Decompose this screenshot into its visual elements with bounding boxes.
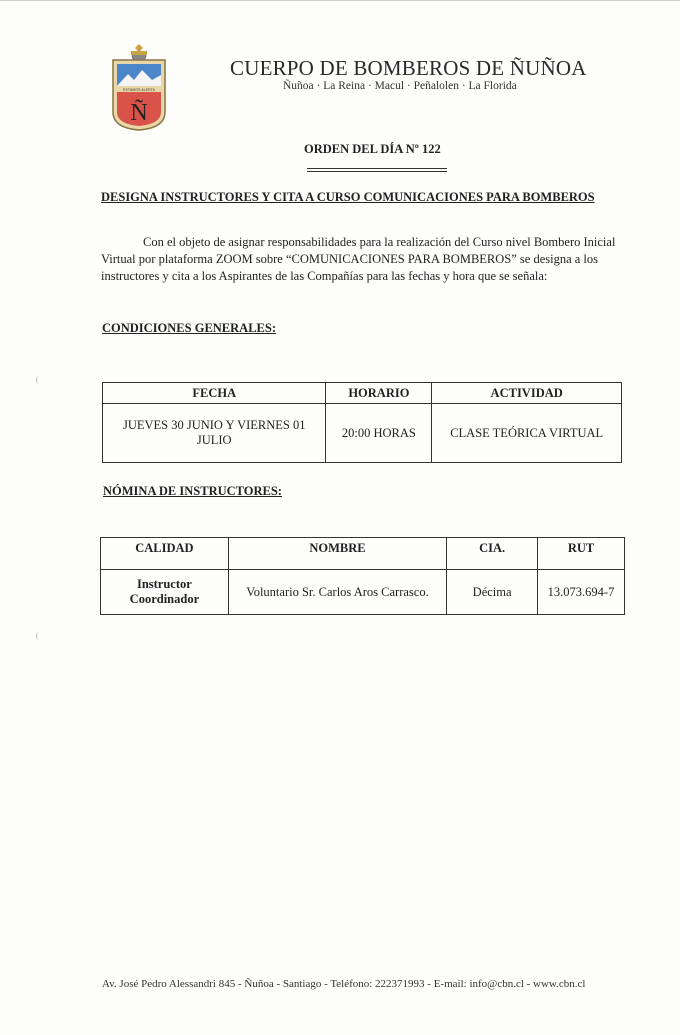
fire-department-crest-logo (110, 42, 168, 132)
column-header: NOMBRE (228, 538, 446, 570)
order-title-rule (307, 168, 447, 169)
company-cell: Décima (447, 570, 538, 615)
crest-motto: EXTAMOS ALERTA (123, 88, 155, 92)
order-title-rule (307, 171, 447, 172)
name-cell: Voluntario Sr. Carlos Aros Carrasco. (228, 570, 446, 615)
order-title: ORDEN DEL DÍA Nº 122 (304, 142, 441, 156)
scan-mark (36, 376, 43, 384)
time-cell: 20:00 HORAS (326, 404, 432, 463)
scan-mark (36, 632, 43, 640)
footer-contact: Av. José Pedro Alessandri 845 - Ñuñoa - Santiago - Teléfono: 222371993 - E-mail: info@cbn.cl - www.cbn.cl (102, 978, 586, 990)
column-header: CIA. (447, 538, 538, 570)
rank-cell: Instructor Coordinador (101, 570, 229, 615)
conditions-heading: CONDICIONES GENERALES: (102, 321, 276, 335)
organization-communes: Ñuñoa · La Reina · Macul · Peñalolen · La Florida (283, 80, 517, 92)
page-top-edge (0, 0, 680, 1)
instructors-table (100, 537, 625, 615)
column-header: FECHA (103, 383, 326, 404)
table-row (103, 404, 622, 463)
rut-cell: 13.073.694-7 (538, 570, 625, 615)
column-header: ACTIVIDAD (432, 383, 622, 404)
document-subject: DESIGNA INSTRUCTORES Y CITA A CURSO COMUNICACIONES PARA BOMBEROS (101, 190, 595, 204)
activity-cell: CLASE TEÓRICA VIRTUAL (432, 404, 622, 463)
intro-paragraph: Con el objeto de asignar responsabilidades para la realización del Curso nivel Bombero Inicial Virtual por plataforma ZOOM sobre “COMUNICACIONES PARA BOMBEROS” se designa a los instructores y cita a los Aspirantes de las Compañías para las fechas y hora que se señala: (101, 235, 616, 283)
column-header: CALIDAD (101, 538, 229, 570)
crest-letter: Ñ (130, 100, 148, 126)
instructors-heading: NÓMINA DE INSTRUCTORES: (103, 484, 282, 498)
date-cell: JUEVES 30 JUNIO Y VIERNES 01 JULIO (103, 404, 326, 463)
table-header-row (103, 383, 622, 404)
column-header: HORARIO (326, 383, 432, 404)
conditions-table (102, 382, 622, 463)
column-header: RUT (538, 538, 625, 570)
table-header-row (101, 538, 625, 570)
table-row (101, 570, 625, 615)
organization-name: CUERPO DE BOMBEROS DE ÑUÑOA (230, 56, 587, 80)
